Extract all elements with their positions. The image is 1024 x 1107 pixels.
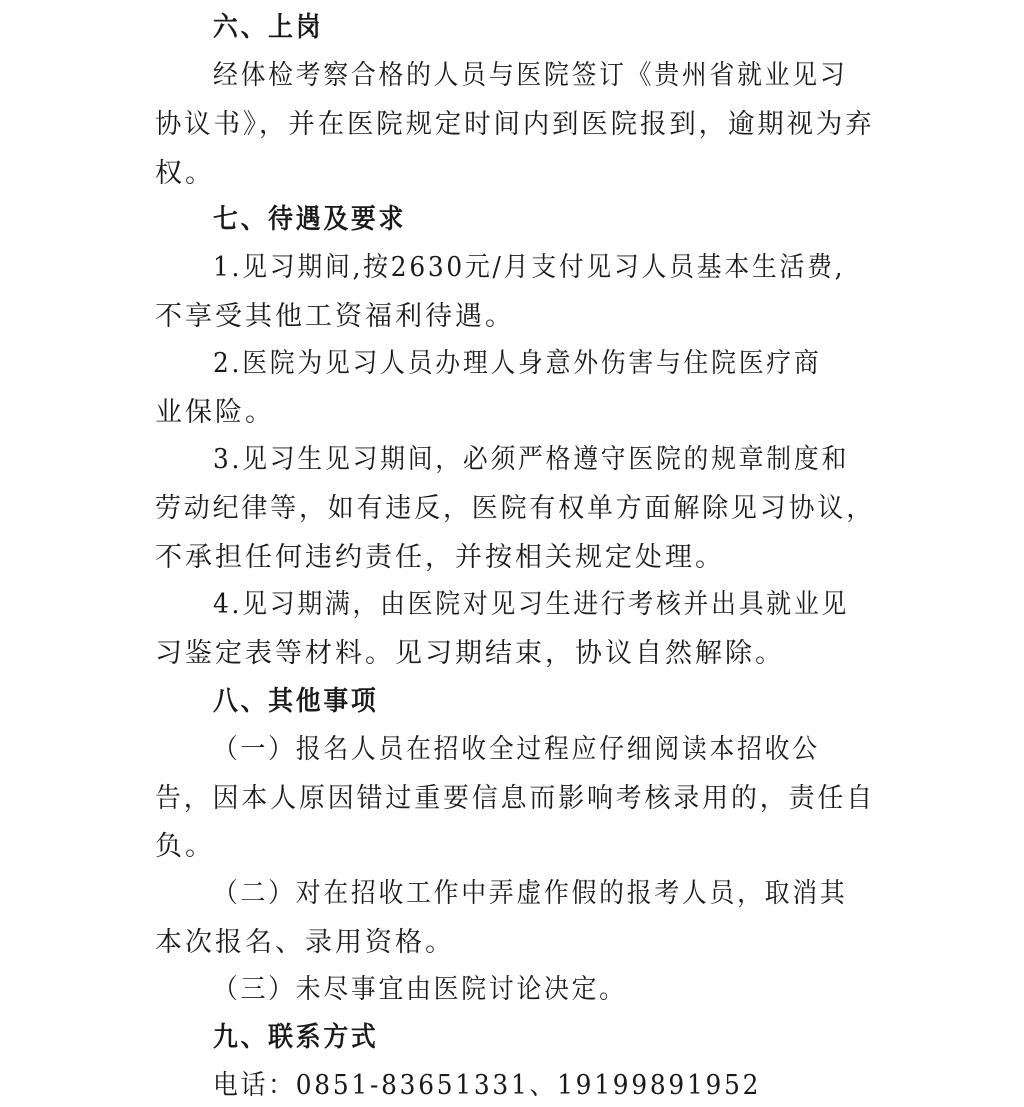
section-9-heading: 九、联系方式 [213, 1022, 379, 1053]
section-8-item-1-line-2: 告，因本人原因错过重要信息而影响考核录用的，责任自 [155, 783, 875, 814]
section-7-item-3-line-2: 劳动纪律等，如有违反，医院有权单方面解除见习协议， [155, 493, 875, 524]
section-6-line-1: 经体检考察合格的人员与医院签订《贵州省就业见习 [213, 60, 848, 91]
section-8-item-1-line-1: （一）报名人员在招收全过程应仔细阅读本招收公 [213, 734, 820, 765]
section-8-item-1-line-3: 负。 [155, 831, 215, 862]
section-7-item-2-line-1: 2.医院为见习人员办理人身意外伤害与住院医疗商 [213, 348, 822, 379]
section-8-item-2-line-2: 本次报名、录用资格。 [155, 927, 455, 958]
section-6-line-3: 权。 [155, 158, 215, 189]
section-6-line-2: 协议书》，并在医院规定时间内到医院报到，逾期视为弃 [155, 109, 875, 140]
section-7-item-2-line-2: 业保险。 [155, 397, 275, 428]
section-7-item-3-line-3: 不承担任何违约责任，并按相关规定处理。 [155, 542, 725, 573]
section-8-item-2-line-1: （二）对在招收工作中弄虚作假的报考人员，取消其 [213, 878, 848, 909]
section-7-item-1-line-1: 1.见习期间,按2630元/月支付见习人员基本生活费, [213, 252, 846, 283]
section-7-item-4-line-1: 4.见习期满，由医院对见习生进行考核并出具就业见 [213, 589, 850, 620]
section-7-item-1-line-2: 不享受其他工资福利待遇。 [155, 301, 515, 332]
phone-line: 电话：0851-83651331、19199891952 [213, 1070, 762, 1101]
section-7-item-3-line-1: 3.见习生见习期间，必须严格遵守医院的规章制度和 [213, 444, 850, 475]
section-7-item-4-line-2: 习鉴定表等材料。见习期结束，协议自然解除。 [155, 638, 785, 669]
section-7-heading: 七、待遇及要求 [213, 204, 407, 235]
section-8-item-3-line-1: （三）未尽事宜由医院讨论决定。 [213, 974, 627, 1005]
section-6-heading: 六、上岗 [213, 12, 324, 43]
section-8-heading: 八、其他事项 [213, 686, 379, 717]
